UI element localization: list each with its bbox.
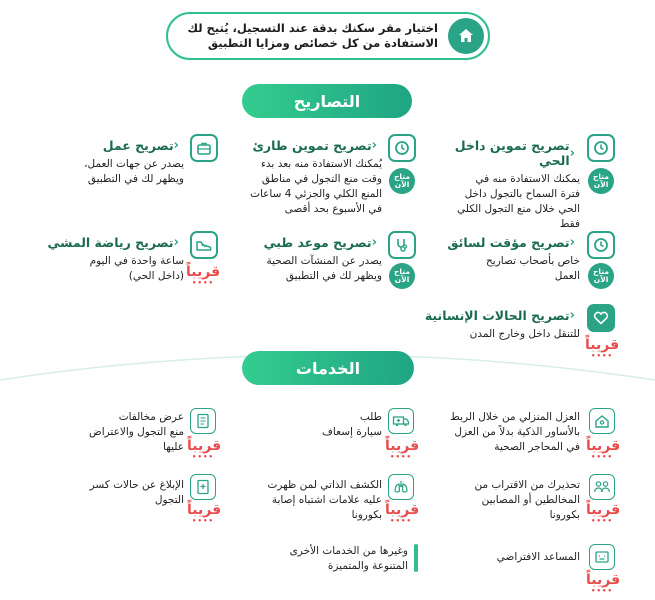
desc-line: في الأسبوع بحد أقصى	[284, 203, 382, 215]
permit-card-work[interactable]	[40, 138, 184, 187]
coming-soon-text: قريباً	[586, 572, 621, 588]
permit-title: تصريح مؤقت لسائق	[447, 235, 570, 250]
coming-soon-label	[186, 264, 220, 286]
coming-soon-label	[586, 502, 621, 525]
ambulance-icon	[388, 408, 414, 434]
briefcase-icon	[190, 134, 218, 162]
permit-description	[420, 254, 580, 284]
desc-line: فترة السماح بالتجول داخل	[464, 188, 580, 200]
chevron-left-icon: ‹	[173, 235, 179, 250]
service-line: بكورونا	[351, 509, 382, 521]
home-icon	[448, 18, 484, 54]
desc-line: وقت منع التجول في مناطق	[261, 173, 382, 185]
coming-soon-dots: ••••	[591, 352, 613, 360]
chevron-left-icon: ‹	[569, 308, 575, 323]
coming-soon-dots: ••••	[390, 517, 412, 525]
permit-title: تصريح تموين طارئ	[252, 138, 372, 153]
shoe-icon	[190, 231, 218, 259]
service-line: التجول	[154, 494, 184, 506]
permit-card-medical-appointment[interactable]	[222, 235, 382, 284]
desc-line: ويظهر لك في التطبيق	[285, 270, 382, 282]
location-tip-banner	[166, 12, 490, 60]
service-home-isolation[interactable]	[420, 410, 580, 455]
heart-icon	[587, 304, 615, 332]
permit-title: تصريح الحالات الإنسانية	[424, 308, 570, 323]
desc-line: (داخل الحي)	[128, 270, 184, 282]
service-line: بكورونا	[549, 509, 580, 521]
service-line: المخالطين أو المصابين	[481, 494, 580, 506]
service-line: عرض مخالفات	[118, 411, 184, 423]
document-icon	[190, 408, 216, 434]
banner-line-1: اختيار مقر سكنك بدقة عند التسجيل، يُتيح لك	[187, 21, 438, 35]
desc-line: المنع الكلي والجزئي 4 ساعات	[250, 188, 382, 200]
permits-section-title: التصاريح	[242, 84, 412, 118]
coming-soon-text: قريباً	[187, 438, 222, 454]
open-now-badge: متاح الآن	[588, 168, 614, 194]
desc-line: العمل	[554, 270, 580, 282]
report-icon	[190, 474, 216, 500]
desc-line: خاص بأصحاب تصاريح	[486, 255, 580, 267]
permit-description	[400, 327, 580, 342]
service-line: في المحاجر الصحية	[494, 441, 580, 453]
coming-soon-text: قريباً	[187, 502, 222, 518]
permit-card-emergency-grocery[interactable]	[222, 138, 382, 217]
desc-line: يصدر عن المنشآت الصحية	[266, 255, 382, 267]
permit-description	[222, 157, 382, 217]
service-line: منع التجول والاعتراض	[89, 426, 184, 438]
permit-card-driver-temporary[interactable]	[420, 235, 580, 284]
open-now-badge: متاح الآن	[389, 168, 415, 194]
coming-soon-label	[586, 438, 621, 461]
service-line: العزل المنزلي من خلال الربط	[450, 411, 580, 423]
permit-title: تصريح موعد طبي	[263, 235, 372, 250]
permit-description	[40, 157, 184, 187]
coming-soon-dots: ••••	[192, 517, 214, 525]
service-line: عليه علامات اشتباه إصابة	[271, 494, 382, 506]
permit-title: تصريح عمل	[102, 138, 174, 153]
clock-icon	[587, 134, 615, 162]
service-line: طلب	[359, 411, 382, 423]
coming-soon-dots: ••••	[591, 453, 613, 461]
open-now-badge: متاح الآن	[389, 263, 415, 289]
service-line: المساعد الافتراضي	[496, 551, 580, 563]
coming-soon-label	[385, 438, 420, 461]
chevron-left-icon: ‹	[569, 235, 575, 250]
permit-description	[222, 254, 382, 284]
coming-soon-label	[586, 572, 621, 595]
service-more	[262, 544, 408, 574]
coming-soon-text: قريباً	[586, 438, 621, 454]
chevron-left-icon: ‹	[173, 138, 179, 153]
service-line: عليها	[163, 441, 184, 453]
service-virtual-assistant[interactable]	[420, 550, 580, 565]
clock-icon	[388, 134, 416, 162]
desc-line: ويظهر لك في التطبيق	[87, 173, 184, 185]
chevron-left-icon: ‹	[371, 138, 377, 153]
desc-line: يصدر عن جهات العمل،	[84, 158, 184, 170]
permit-title: تصريح تموين داخل الحي	[454, 138, 570, 168]
open-now-badge: متاح الآن	[588, 263, 614, 289]
service-proximity-warning[interactable]	[420, 478, 580, 523]
services-section-title: الخدمات	[242, 351, 414, 385]
service-curfew-violations[interactable]	[40, 410, 184, 455]
coming-soon-text: قريباً	[385, 502, 420, 518]
coming-soon-label	[187, 502, 222, 525]
permit-card-grocery-neighborhood[interactable]	[420, 138, 580, 232]
coming-soon-dots: ••••	[591, 587, 613, 595]
chevron-left-icon: ‹	[569, 145, 575, 161]
service-report-violations[interactable]	[40, 478, 184, 508]
accent-bar	[414, 544, 418, 572]
desc-line: يمكنك الاستفادة منه في	[475, 173, 580, 185]
coming-soon-dots: ••••	[192, 279, 214, 287]
home-isolation-icon	[589, 408, 615, 434]
permit-description	[420, 172, 580, 232]
coming-soon-text: قريباً	[186, 264, 221, 280]
banner-text	[188, 21, 438, 51]
virtual-assistant-icon	[589, 544, 615, 570]
service-line: الكشف الذاتي لمن ظهرت	[267, 479, 382, 491]
permit-card-humanitarian[interactable]	[400, 308, 580, 342]
permit-card-walking-exercise[interactable]	[40, 235, 184, 284]
desc-line: فقط	[559, 218, 580, 230]
service-self-assessment[interactable]	[222, 478, 382, 523]
service-line: الإبلاغ عن حالات كسر	[89, 479, 184, 491]
service-line: بالأساور الذكية بدلاً من العزل	[454, 426, 580, 438]
service-line: سيارة إسعاف	[322, 426, 382, 438]
coming-soon-text: قريباً	[586, 502, 621, 518]
desc-line: للتنقل داخل وخارج المدن	[469, 328, 580, 340]
chevron-left-icon: ‹	[371, 235, 377, 250]
coming-soon-dots: ••••	[591, 517, 613, 525]
stethoscope-icon	[388, 231, 416, 259]
coming-soon-label	[187, 438, 222, 461]
service-line: وغيرها من الخدمات الأخرى	[289, 545, 408, 557]
coming-soon-dots: ••••	[390, 453, 412, 461]
clock-icon	[587, 231, 615, 259]
coming-soon-text: قريباً	[585, 337, 620, 353]
people-warning-icon	[589, 474, 615, 500]
coming-soon-label	[385, 502, 420, 525]
permit-title: تصريح رياضة المشي	[47, 235, 174, 250]
desc-line: يُمكنك الاستفادة منه بعد بدء	[260, 158, 382, 170]
banner-line-2: الاستفادة من كل خصائص ومزايا التطبيق	[207, 36, 438, 50]
coming-soon-text: قريباً	[385, 438, 420, 454]
service-line: تحذيرك من الاقتراب من	[474, 479, 580, 491]
desc-line: ساعة واحدة في اليوم	[89, 255, 184, 267]
coming-soon-label	[585, 337, 619, 359]
service-ambulance[interactable]	[262, 410, 382, 440]
desc-line: الحي خلال منع التجول الكلي	[456, 203, 580, 215]
lungs-icon	[388, 474, 414, 500]
service-line: المتنوعة والمتميزة	[327, 560, 408, 572]
permit-description	[40, 254, 184, 284]
coming-soon-dots: ••••	[192, 453, 214, 461]
